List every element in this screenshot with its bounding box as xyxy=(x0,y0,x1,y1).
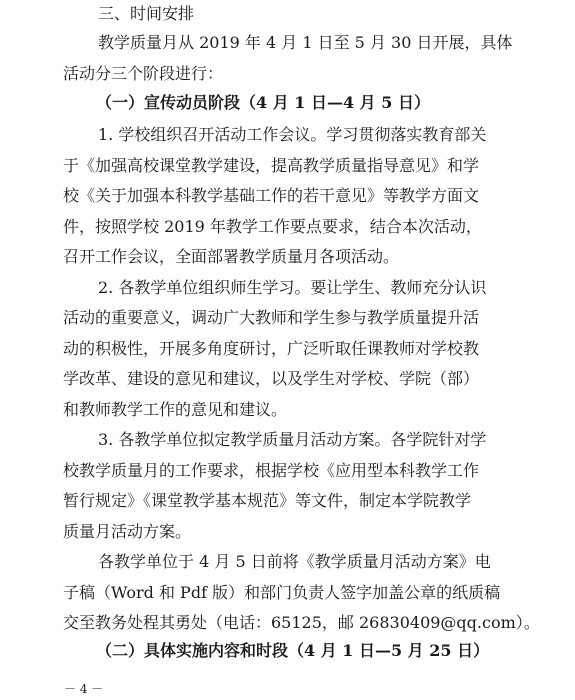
section-heading: 三、时间安排 xyxy=(98,4,195,23)
body-line: 学改革、建设的意见和建议，以及学生对学校、学院（部） xyxy=(63,369,480,388)
body-line: 活动的重要意义，调动广大教师和学生参与教学质量提升活 xyxy=(63,308,480,327)
body-line: 质量月活动方案。 xyxy=(63,522,192,541)
phase-one-heading: （一）宣传动员阶段（4 月 1 日—4 月 5 日） xyxy=(96,93,430,112)
intro-line: 教学质量月从 2019 年 4 月 1 日至 5 月 30 日开展，具体 xyxy=(98,33,513,52)
body-line: 校《关于加强本科教学基础工作的若干意见》等教学方面文 xyxy=(63,186,480,205)
body-line: 召开工作会议，全面部署教学质量月各项活动。 xyxy=(63,247,400,266)
body-line: 件，按照学校 2019 年教学工作要点要求，结合本次活动， xyxy=(63,217,482,236)
body-line: 1. 学校组织召开活动工作会议。学习贯彻落实教育部关 xyxy=(98,125,487,144)
body-line: 动的积极性，开展多角度研讨，广泛听取任课教师对学校教 xyxy=(63,339,480,358)
body-line: 子稿（Word 和 Pdf 版）和部门负责人签字加盖公章的纸质稿 xyxy=(63,583,501,602)
phase-two-heading: （二）具体实施内容和时段（4 月 1 日—5 月 25 日） xyxy=(96,641,490,660)
body-line: 3. 各教学单位拟定教学质量月活动方案。各学院针对学 xyxy=(98,430,487,449)
body-line: 和教师教学工作的意见和建议。 xyxy=(63,400,288,419)
body-line: 交至教务处程其勇处（电话：65125，邮 26830409@qq.com）。 xyxy=(63,613,540,632)
page-number: － 4 － xyxy=(64,682,104,696)
body-line: 2. 各教学单位组织师生学习。要让学生、教师充分认识 xyxy=(98,278,487,297)
body-line: 各教学单位于 4 月 5 日前将《教学质量月活动方案》电 xyxy=(98,552,491,571)
intro-line: 活动分三个阶段进行： xyxy=(63,64,224,83)
body-line: 校教学质量月的工作要求，根据学校《应用型本科教学工作 xyxy=(63,461,480,480)
body-line: 于《加强高校课堂教学建设，提高教学质量指导意见》和学 xyxy=(63,156,480,175)
body-line: 暂行规定》《课堂教学基本规范》等文件，制定本学院教学 xyxy=(63,491,472,510)
